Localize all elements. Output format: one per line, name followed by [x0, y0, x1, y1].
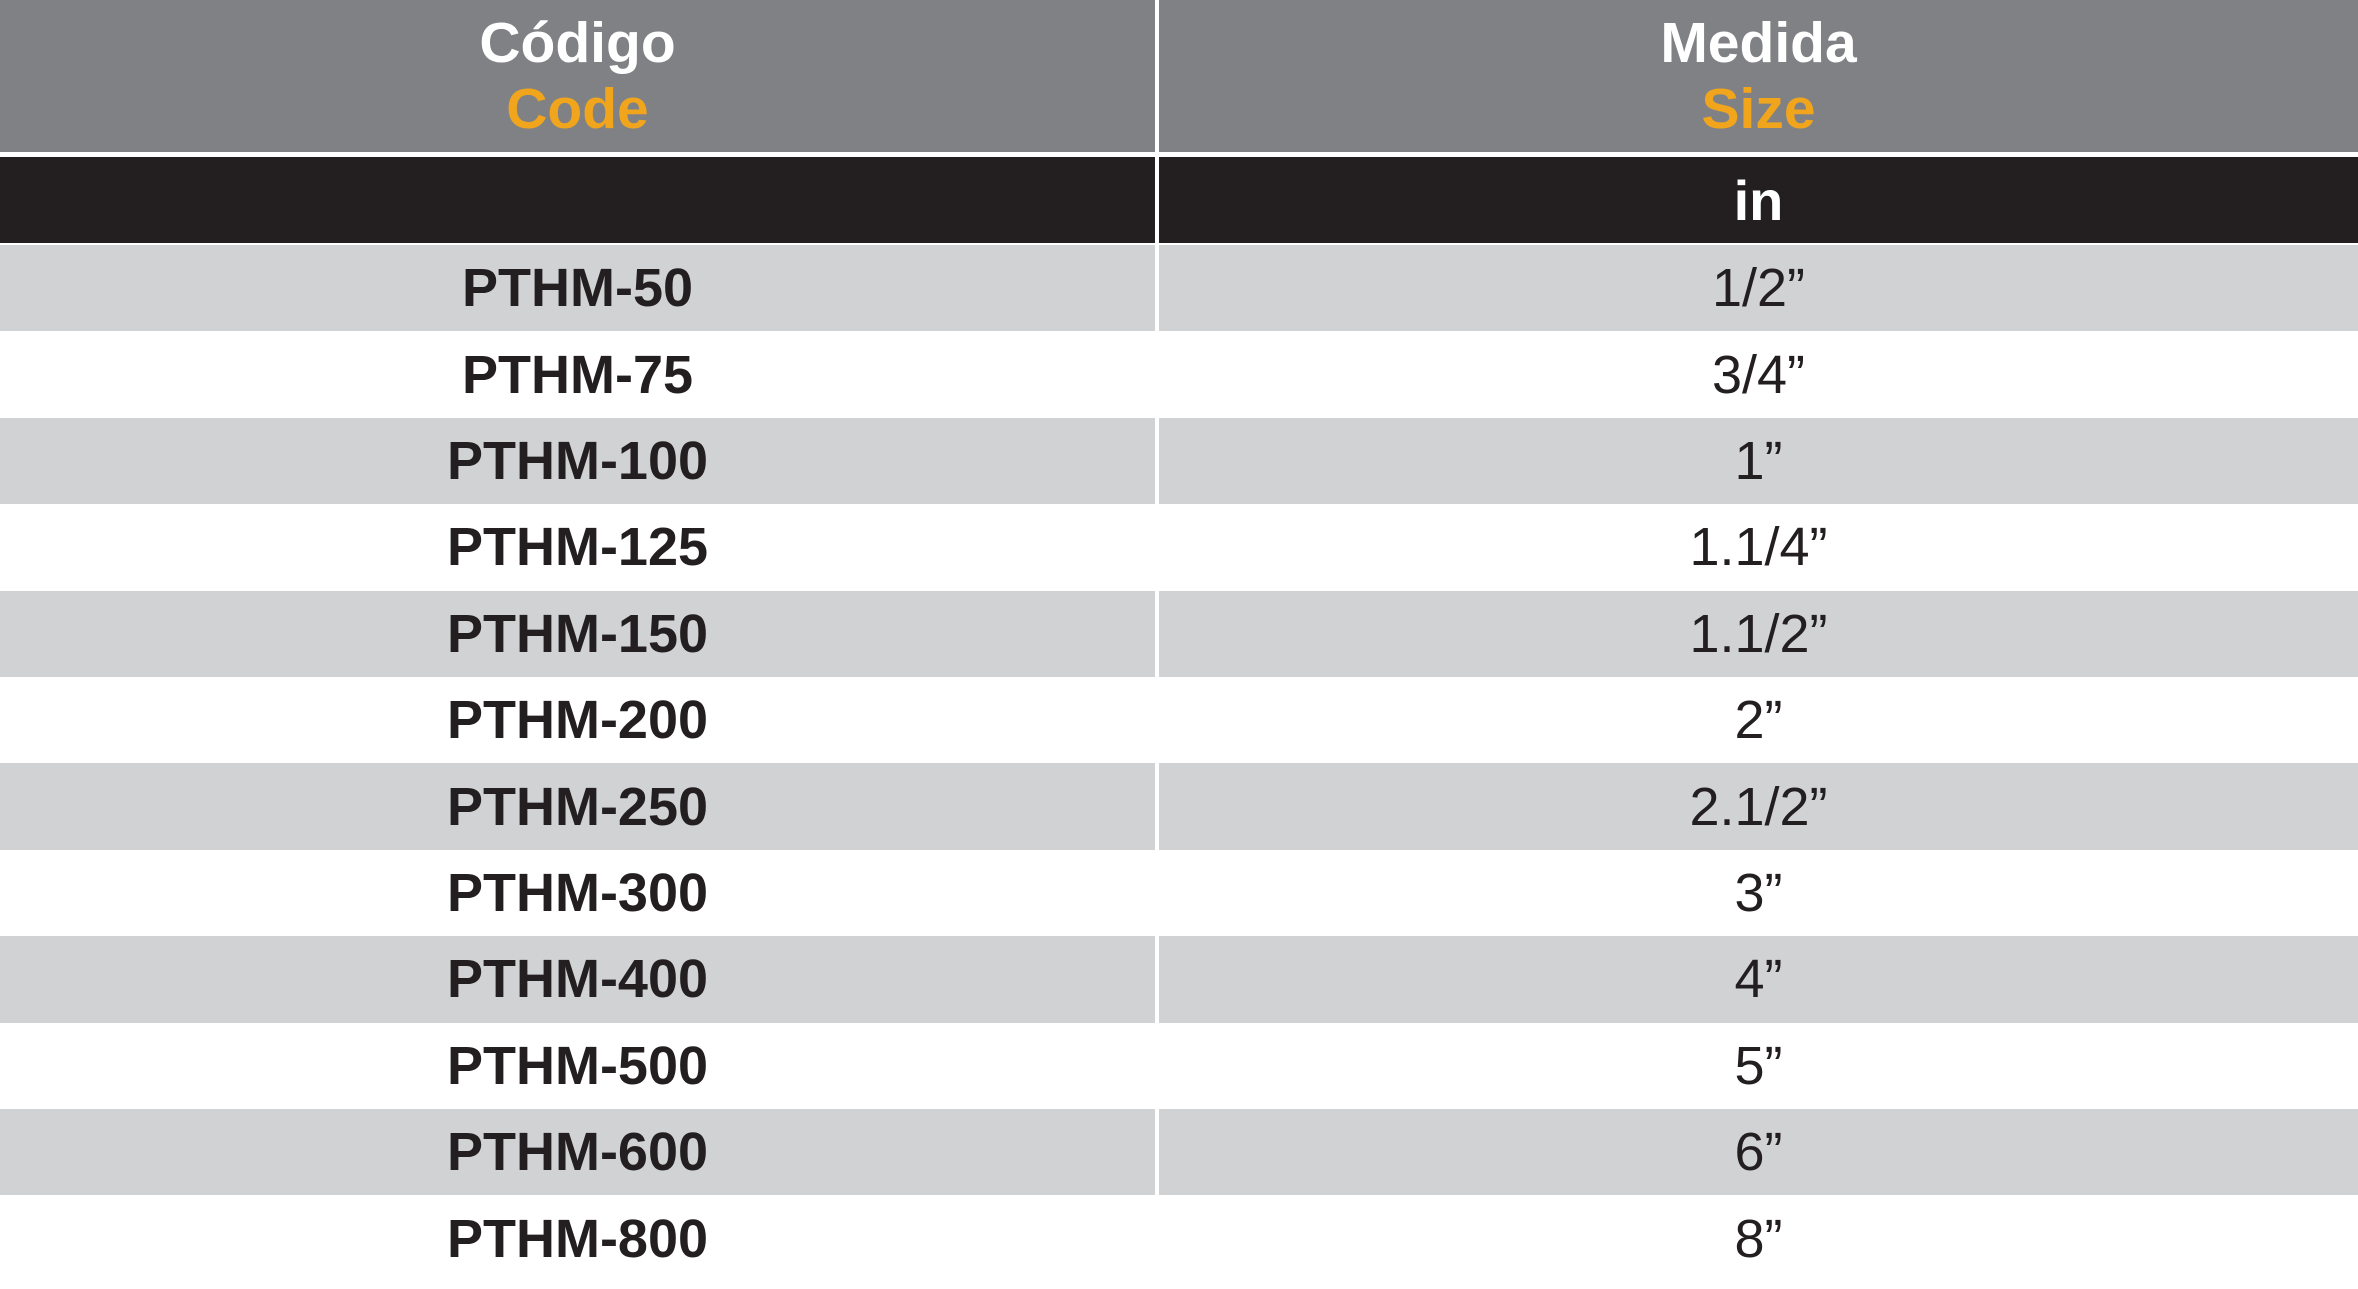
table-row [0, 504, 2358, 590]
table-row [0, 936, 2358, 1022]
product-size: 1.1/4” [1689, 517, 1828, 578]
code-cell [0, 763, 1155, 849]
table-row [0, 1023, 2358, 1109]
size-cell [1159, 677, 2358, 763]
code-cell [0, 1195, 1155, 1281]
code-cell [0, 1023, 1155, 1109]
product-size: 1.1/2” [1689, 603, 1828, 664]
code-cell [0, 331, 1155, 417]
header-size-cell [1159, 0, 2358, 152]
product-size: 1” [1734, 430, 1783, 491]
product-code: PTHM-125 [446, 517, 709, 578]
code-cell [0, 936, 1155, 1022]
table-row [0, 1109, 2358, 1195]
unit-row [0, 157, 2358, 243]
product-size: 3” [1734, 862, 1783, 923]
table-row [0, 850, 2358, 936]
code-cell [0, 1109, 1155, 1195]
header-size-spanish: Medida [1660, 11, 1857, 75]
product-code: PTHM-200 [446, 690, 709, 751]
product-size: 1/2” [1711, 258, 1806, 319]
table-row [0, 763, 2358, 849]
product-code: PTHM-400 [446, 949, 709, 1010]
size-cell [1159, 936, 2358, 1022]
size-cell [1159, 1023, 2358, 1109]
product-size: 2” [1734, 690, 1783, 751]
product-code: PTHM-500 [446, 1035, 709, 1096]
code-cell [0, 850, 1155, 936]
size-cell [1159, 504, 2358, 590]
code-cell [0, 245, 1155, 331]
header-size-english: Size [1701, 77, 1816, 141]
product-code: PTHM-75 [461, 344, 694, 405]
size-cell [1159, 1109, 2358, 1195]
unit-code-cell [0, 157, 1155, 243]
table-row [0, 331, 2358, 417]
size-cell [1159, 850, 2358, 936]
product-code: PTHM-300 [446, 862, 709, 923]
code-cell [0, 504, 1155, 590]
size-cell [1159, 591, 2358, 677]
product-size: 4” [1734, 949, 1783, 1010]
product-code: PTHM-250 [446, 776, 709, 837]
header-code-cell [0, 0, 1155, 152]
product-size: 6” [1734, 1122, 1783, 1183]
product-code: PTHM-100 [446, 430, 709, 491]
size-cell [1159, 245, 2358, 331]
product-code: PTHM-150 [446, 603, 709, 664]
header-code-spanish: Código [479, 11, 676, 75]
product-size: 5” [1734, 1035, 1783, 1096]
header-code-english: Code [506, 77, 649, 141]
code-cell [0, 591, 1155, 677]
table-header-row [0, 0, 2358, 152]
size-cell [1159, 763, 2358, 849]
unit-size-label: in [1733, 168, 1784, 232]
product-code: PTHM-600 [446, 1122, 709, 1183]
unit-size-cell [1159, 157, 2358, 243]
product-size: 3/4” [1711, 344, 1806, 405]
table-row [0, 245, 2358, 331]
product-size: 8” [1734, 1208, 1783, 1269]
table-row [0, 1195, 2358, 1281]
table-row [0, 591, 2358, 677]
size-cell [1159, 418, 2358, 504]
product-size: 2.1/2” [1689, 776, 1828, 837]
product-code: PTHM-50 [461, 258, 694, 319]
product-code: PTHM-800 [446, 1208, 709, 1269]
table-row [0, 418, 2358, 504]
size-cell [1159, 1195, 2358, 1281]
code-cell [0, 677, 1155, 763]
table-row [0, 677, 2358, 763]
size-cell [1159, 331, 2358, 417]
code-cell [0, 418, 1155, 504]
